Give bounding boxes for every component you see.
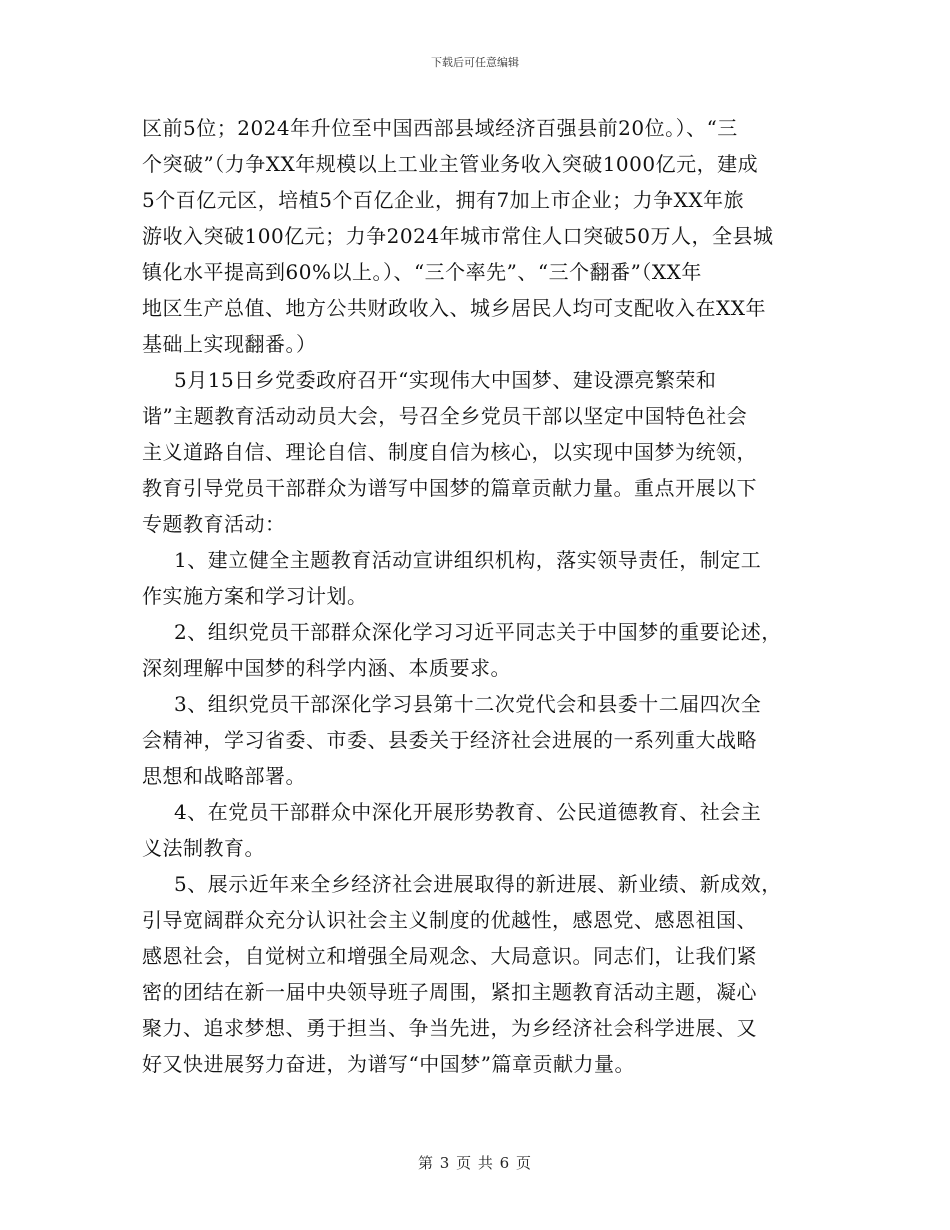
list-item-2-line: 2、组织党员干部群众深化学习习近平同志关于中国梦的重要论述，	[174, 620, 782, 644]
document-body	[142, 110, 822, 1082]
text-line: 义法制教育。	[142, 836, 265, 860]
text-line: 主义道路自信、理论自信、制度自信为核心，以实现中国梦为统领，	[142, 440, 757, 464]
text-line: 专题教育活动：	[142, 512, 286, 536]
text-line: 聚力、追求梦想、勇于担当、争当先进，为乡经济社会科学进展、又	[142, 1016, 757, 1040]
text-line: 引导宽阔群众充分认识社会主义制度的优越性，感恩党、感恩祖国、	[142, 908, 757, 932]
list-item-1-line: 1、建立健全主题教育活动宣讲组织机构，落实领导责任，制定工	[174, 548, 762, 572]
list-item-4-line: 4、在党员干部群众中深化开展形势教育、公民道德教育、社会主	[174, 800, 762, 824]
text-line: 地区生产总值、地方公共财政收入、城乡居民人均可支配收入在XX年	[142, 296, 766, 320]
list-item-5-line: 5、展示近年来全乡经济社会进展取得的新进展、新业绩、新成效，	[174, 872, 782, 896]
text-line: 会精神，学习省委、市委、县委关于经济社会进展的一系列重大战略	[142, 728, 757, 752]
text-line: 好又快进展努力奋进，为谱写“中国梦”篇章贡献力量。	[142, 1052, 635, 1076]
text-line: 深刻理解中国梦的科学内涵、本质要求。	[142, 656, 511, 680]
text-line: 教育引导党员干部群众为谱写中国梦的篇章贡献力量。重点开展以下	[142, 476, 757, 500]
text-line: 密的团结在新一届中央领导班子周围，紧扣主题教育活动主题，凝心	[142, 980, 757, 1004]
text-line: 游收入突破100亿元；力争2024年城市常住人口突破50万人，全县城	[142, 224, 774, 248]
text-line: 思想和战略部署。	[142, 764, 306, 788]
text-line: 镇化水平提高到60%以上。）、“三个率先”、“三个翻番”（XX年	[142, 260, 702, 284]
page-header: 下载后可任意编辑	[431, 56, 519, 69]
list-item-3-line: 3、组织党员干部深化学习县第十二次党代会和县委十二届四次全	[174, 692, 762, 716]
paragraph-start-line: 5月15日乡党委政府召开“实现伟大中国梦、建设漂亮繁荣和	[174, 368, 717, 392]
page-footer: 第 3 页 共 6 页	[418, 1154, 532, 1172]
text-line: 谐”主题教育活动动员大会，号召全乡党员干部以坚定中国特色社会	[142, 404, 748, 428]
text-line: 感恩社会，自觉树立和增强全局观念、大局意识。同志们，让我们紧	[142, 944, 757, 968]
text-line: 作实施方案和学习计划。	[142, 584, 368, 608]
text-line: 基础上实现翻番。）	[142, 332, 317, 356]
text-line: 个突破”（力争XX年规模以上工业主管业务收入突破1000亿元，建成	[142, 152, 759, 176]
text-line: 区前5位；2024年升位至中国西部县域经济百强县前20位。）、“三	[142, 116, 738, 140]
text-line: 5个百亿元区，培植5个百亿企业，拥有7加上市企业；力争XX年旅	[142, 188, 745, 212]
